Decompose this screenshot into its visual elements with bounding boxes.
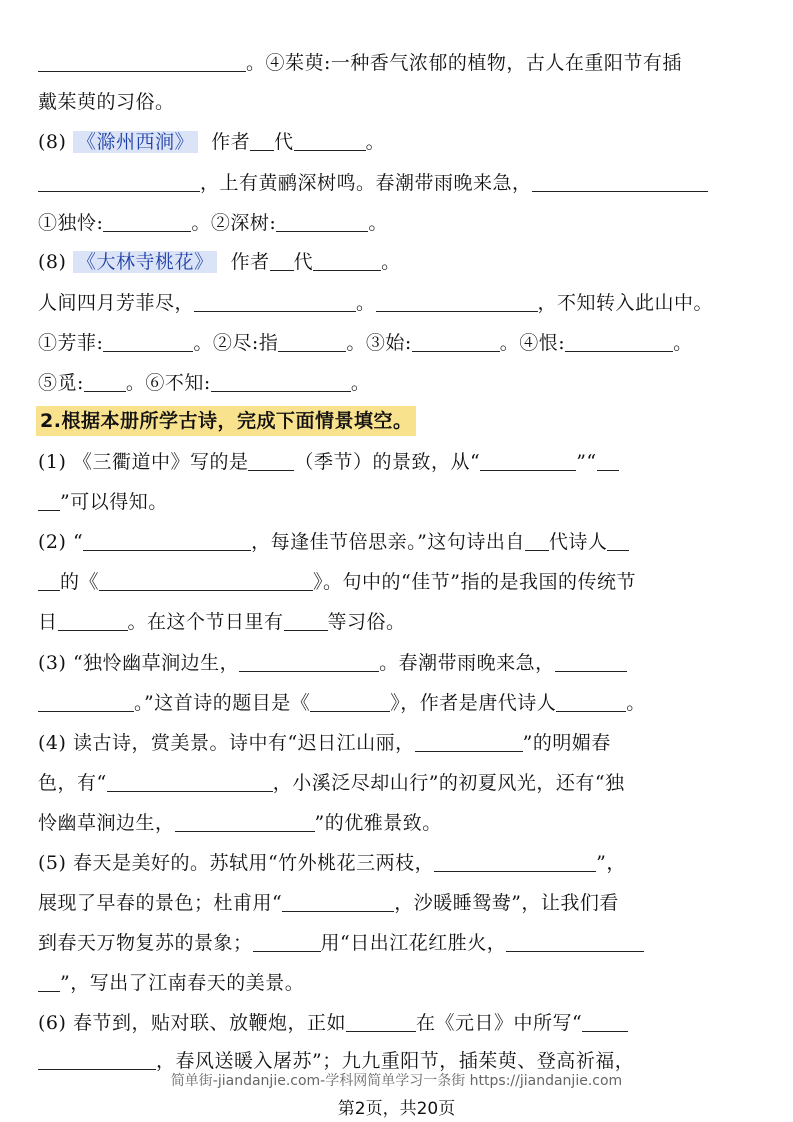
fill-blank[interactable] — [412, 331, 500, 352]
fill-blank[interactable] — [103, 331, 193, 352]
fill-blank[interactable] — [38, 51, 246, 72]
text-line: ①独怜: 。②深树: 。 — [38, 212, 388, 234]
fill-blank[interactable] — [555, 651, 627, 672]
page-number: 第2页，共20页 — [337, 1099, 456, 1119]
question-line: ”可以得知。 — [38, 487, 757, 517]
question-line: (3) “独怜幽草涧边生， 。春潮带雨晚来急， — [38, 648, 757, 678]
fill-blank[interactable] — [525, 530, 549, 551]
text-line: 。④茱萸:一种香气浓郁的植物，古人在重阳节有插 — [38, 48, 757, 78]
fill-blank[interactable] — [310, 691, 390, 712]
question-line: (2) “ ，每逢佳节倍思亲。”这句诗出自 代诗人 — [38, 527, 757, 557]
fill-blank[interactable] — [84, 371, 126, 392]
poem-title: 《滁州西涧》 — [73, 131, 198, 153]
fill-blank[interactable] — [346, 1011, 416, 1032]
fill-blank[interactable] — [480, 450, 576, 471]
fill-blank[interactable] — [38, 171, 200, 192]
fill-blank[interactable] — [270, 250, 294, 271]
fill-blank[interactable] — [294, 130, 366, 151]
fill-blank[interactable] — [38, 570, 60, 591]
question-line: 。”这首诗的题目是《 》，作者是唐代诗人 。 — [38, 688, 757, 718]
fill-blank[interactable] — [99, 570, 313, 591]
text-line: 人间四月芳菲尽， 。 ，不知转入此山中。 — [38, 292, 714, 314]
text-line: ⑤觅: 。⑥不知: 。 — [38, 372, 371, 394]
text-line: 戴茱萸的习俗。 — [38, 91, 175, 113]
fill-blank[interactable] — [107, 771, 273, 792]
poem-title-line: (8) 《大林寺桃花》 作者 代 。 — [38, 251, 401, 273]
fill-blank[interactable] — [38, 971, 60, 992]
poem-title: 《大林寺桃花》 — [73, 251, 218, 273]
fill-blank[interactable] — [38, 1049, 156, 1070]
fill-blank[interactable] — [376, 291, 538, 312]
question-line: ，春风送暖入屠苏”；九九重阳节，插茱萸、登高祈福， — [38, 1046, 757, 1076]
fill-blank[interactable] — [194, 291, 356, 312]
fill-blank[interactable] — [175, 811, 315, 832]
fill-blank[interactable] — [250, 130, 274, 151]
fill-blank[interactable] — [278, 331, 346, 352]
fill-blank[interactable] — [506, 931, 644, 952]
text-line: ，上有黄鹂深树鸣。春潮带雨晚来急， — [38, 168, 757, 198]
fill-blank[interactable] — [58, 610, 128, 631]
question-line: (4) 读古诗，赏美景。诗中有“迟日江山丽， ”的明媚春 — [38, 732, 611, 754]
fill-blank[interactable] — [313, 250, 381, 271]
question-line: ”，写出了江南春天的美景。 — [38, 968, 757, 998]
fill-blank[interactable] — [565, 331, 673, 352]
fill-blank[interactable] — [253, 931, 321, 952]
fill-blank[interactable] — [415, 731, 523, 752]
question-line: 日 。在这个节日里有 等习俗。 — [38, 611, 406, 633]
question-line: 的《 》。句中的“佳节”指的是我国的传统节 — [38, 567, 757, 597]
fill-blank[interactable] — [83, 530, 251, 551]
fill-blank[interactable] — [103, 211, 191, 232]
fill-blank[interactable] — [276, 211, 368, 232]
fill-blank[interactable] — [284, 610, 328, 631]
fill-blank[interactable] — [556, 691, 626, 712]
watermark-text: 简单街-jiandanjie.com-学科网简单学习一条街 https://jiandanjie.com — [170, 1073, 623, 1089]
question-line: (1) 《三衢道中》写的是 （季节）的景致，从“ ”“ — [38, 447, 757, 477]
question-line: 怜幽草涧边生， ”的优雅景致。 — [38, 812, 442, 834]
fill-blank[interactable] — [211, 371, 351, 392]
fill-blank[interactable] — [532, 171, 708, 192]
question-line: 展现了早春的景色；杜甫用“ ，沙暖睡鸳鸯”，让我们看 — [38, 892, 619, 914]
fill-blank[interactable] — [239, 651, 379, 672]
poem-title-line: (8) 《滁州西涧》 作者 代 。 — [38, 131, 386, 153]
question-line: (6) 春节到，贴对联、放鞭炮，正如 在《元日》中所写“ — [38, 1008, 757, 1038]
text-line: ①芳菲: 。②尽:指 。③始: 。④恨: 。 — [38, 332, 693, 354]
fill-blank[interactable] — [248, 450, 294, 471]
fill-blank[interactable] — [607, 530, 629, 551]
fill-blank[interactable] — [38, 490, 60, 511]
fill-blank[interactable] — [434, 851, 596, 872]
fill-blank[interactable] — [38, 691, 134, 712]
question-line: 色，有“ ，小溪泛尽却山行”的初夏风光，还有“独 — [38, 772, 625, 794]
question-line: 到春天万物复苏的景象； 用“日出江花红胜火， — [38, 928, 757, 958]
fill-blank[interactable] — [282, 891, 394, 912]
question-line: (5) 春天是美好的。苏轼用“竹外桃花三两枝， ”， — [38, 852, 626, 874]
fill-blank[interactable] — [597, 450, 619, 471]
fill-blank[interactable] — [582, 1011, 628, 1032]
section-heading: 2.根据本册所学古诗，完成下面情景填空。 — [36, 406, 416, 436]
